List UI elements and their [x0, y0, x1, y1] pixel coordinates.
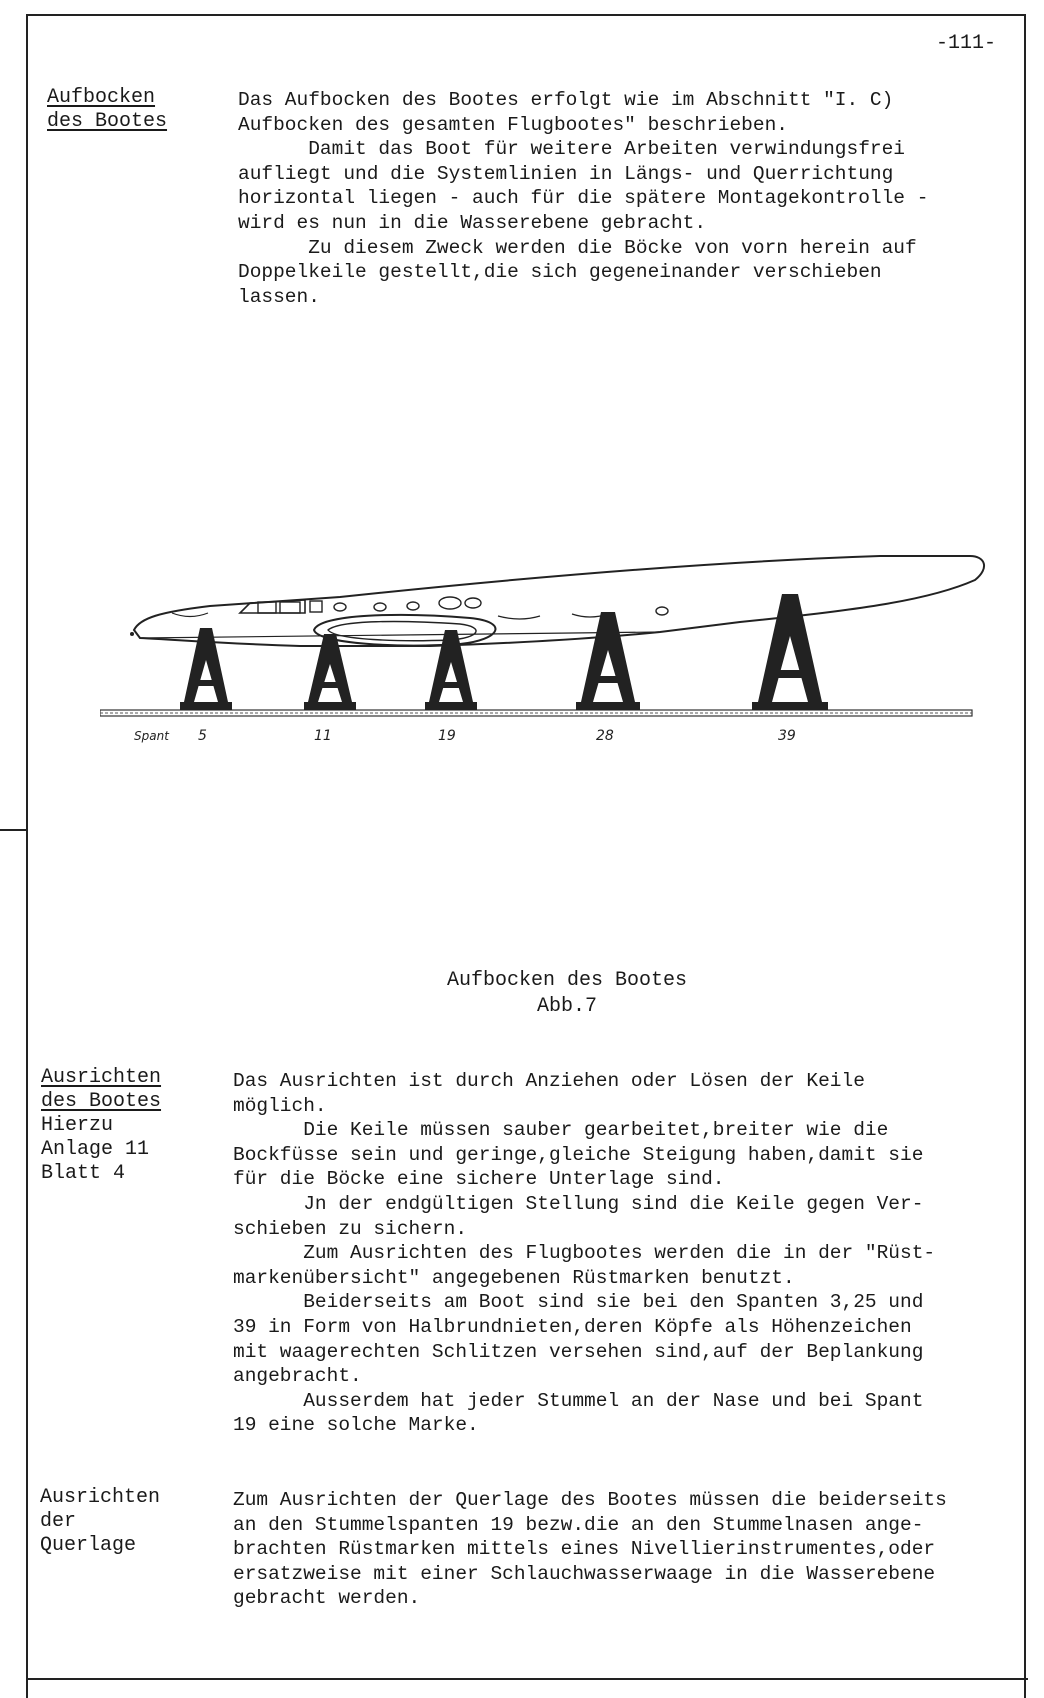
text-line: 39 in Form von Halbrundnieten,deren Köpfe als Höhenzeichen: [233, 1315, 912, 1338]
text-line: möglich.: [233, 1094, 327, 1117]
text-line: angebracht.: [233, 1365, 362, 1388]
side-note-line: Anlage 11: [41, 1138, 150, 1161]
text-line: Bockfüsse sein und geringe,gleiche Steigung haben,damit sie: [233, 1143, 924, 1166]
text-line: 19 eine solche Marke.: [233, 1414, 479, 1437]
text-line: wird es nun in die Wasserebene gebracht.: [238, 211, 707, 234]
text-line: Damit das Boot für weitere Arbeiten verwindungsfrei: [238, 138, 906, 161]
text-line: Das Aufbocken des Bootes erfolgt wie im Abschnitt "I. C): [238, 89, 894, 111]
spant-number: 11: [314, 728, 332, 744]
spant-number: 5: [198, 728, 207, 744]
section1-body: [238, 88, 928, 309]
figure-caption-number: Abb.7: [536, 995, 597, 1018]
side-label-line: Querlage: [40, 1534, 137, 1557]
figure-caption-title: Aufbocken des Bootes: [446, 969, 688, 992]
text-line: Doppelkeile gestellt,die sich gegeneinander verschieben: [238, 261, 882, 284]
side-label-line: Aufbocken: [47, 86, 156, 109]
page-frame-bottom: [26, 1678, 1028, 1680]
text-line: gebracht werden.: [233, 1587, 421, 1610]
text-line: lassen.: [238, 285, 320, 308]
text-line: Das Ausrichten ist durch Anziehen oder Lösen der Keile: [233, 1070, 865, 1092]
section2-side-label: [41, 1066, 161, 1186]
side-label-line: Ausrichten: [40, 1486, 161, 1509]
text-line: Aufbocken des gesamten Flugbootes" beschrieben.: [238, 113, 788, 136]
text-line: Zu diesem Zweck werden die Böcke von vorn herein auf: [238, 236, 917, 259]
text-line: Ausserdem hat jeder Stummel an der Nase und bei Spant: [233, 1389, 924, 1412]
text-line: markenübersicht" angegebenen Rüstmarken benutzt.: [233, 1266, 795, 1289]
boat-figure: [100, 540, 1000, 760]
side-note-line: Hierzu: [41, 1114, 114, 1137]
spant-label: Spant: [134, 729, 169, 743]
text-line: für die Böcke eine sichere Unterlage sind.: [233, 1168, 725, 1191]
text-line: Jn der endgültigen Stellung sind die Keile gegen Ver-: [233, 1192, 924, 1215]
section3-body: [233, 1488, 947, 1611]
page-number: -111-: [936, 32, 997, 55]
section3-side-label: [40, 1486, 160, 1558]
side-label-line: der: [40, 1510, 77, 1533]
text-line: horizontal liegen - auch für die spätere Montagekontrolle -: [238, 187, 929, 210]
side-note-line: Blatt 4: [41, 1162, 126, 1185]
section1-side-label: [47, 86, 167, 134]
text-line: ersatzweise mit einer Schlauchwasserwaage in die Wasserebene: [233, 1562, 936, 1585]
text-line: schieben zu sichern.: [233, 1217, 468, 1240]
boat-hull: [134, 556, 984, 646]
side-label-line: des Bootes: [41, 1090, 162, 1113]
text-line: Beiderseits am Boot sind sie bei den Spanten 3,25 und: [233, 1291, 924, 1314]
spant-number: 28: [596, 728, 614, 744]
side-label-line: Ausrichten: [41, 1066, 162, 1089]
text-line: aufliegt und die Systemlinien in Längs- und Querrichtung: [238, 162, 894, 185]
text-line: Die Keile müssen sauber gearbeitet,breiter wie die: [233, 1119, 889, 1142]
text-line: Zum Ausrichten der Querlage des Bootes müssen die beiderseits: [233, 1489, 947, 1511]
spant-number: 39: [778, 728, 796, 744]
figure-caption: [0, 968, 1044, 1020]
section2-body: [233, 1069, 935, 1438]
margin-mark: [0, 829, 26, 831]
spant-number: 19: [438, 728, 456, 744]
text-line: Zum Ausrichten des Flugbootes werden die in der "Rüst-: [233, 1242, 936, 1265]
text-line: brachten Rüstmarken mittels eines Nivellierinstrumentes,oder: [233, 1538, 936, 1561]
text-line: an den Stummelspanten 19 bezw.die an den Stummelnasen ange-: [233, 1513, 924, 1536]
text-line: mit waagerechten Schlitzen versehen sind,auf der Beplankung: [233, 1340, 924, 1363]
side-label-line: des Bootes: [47, 110, 168, 133]
